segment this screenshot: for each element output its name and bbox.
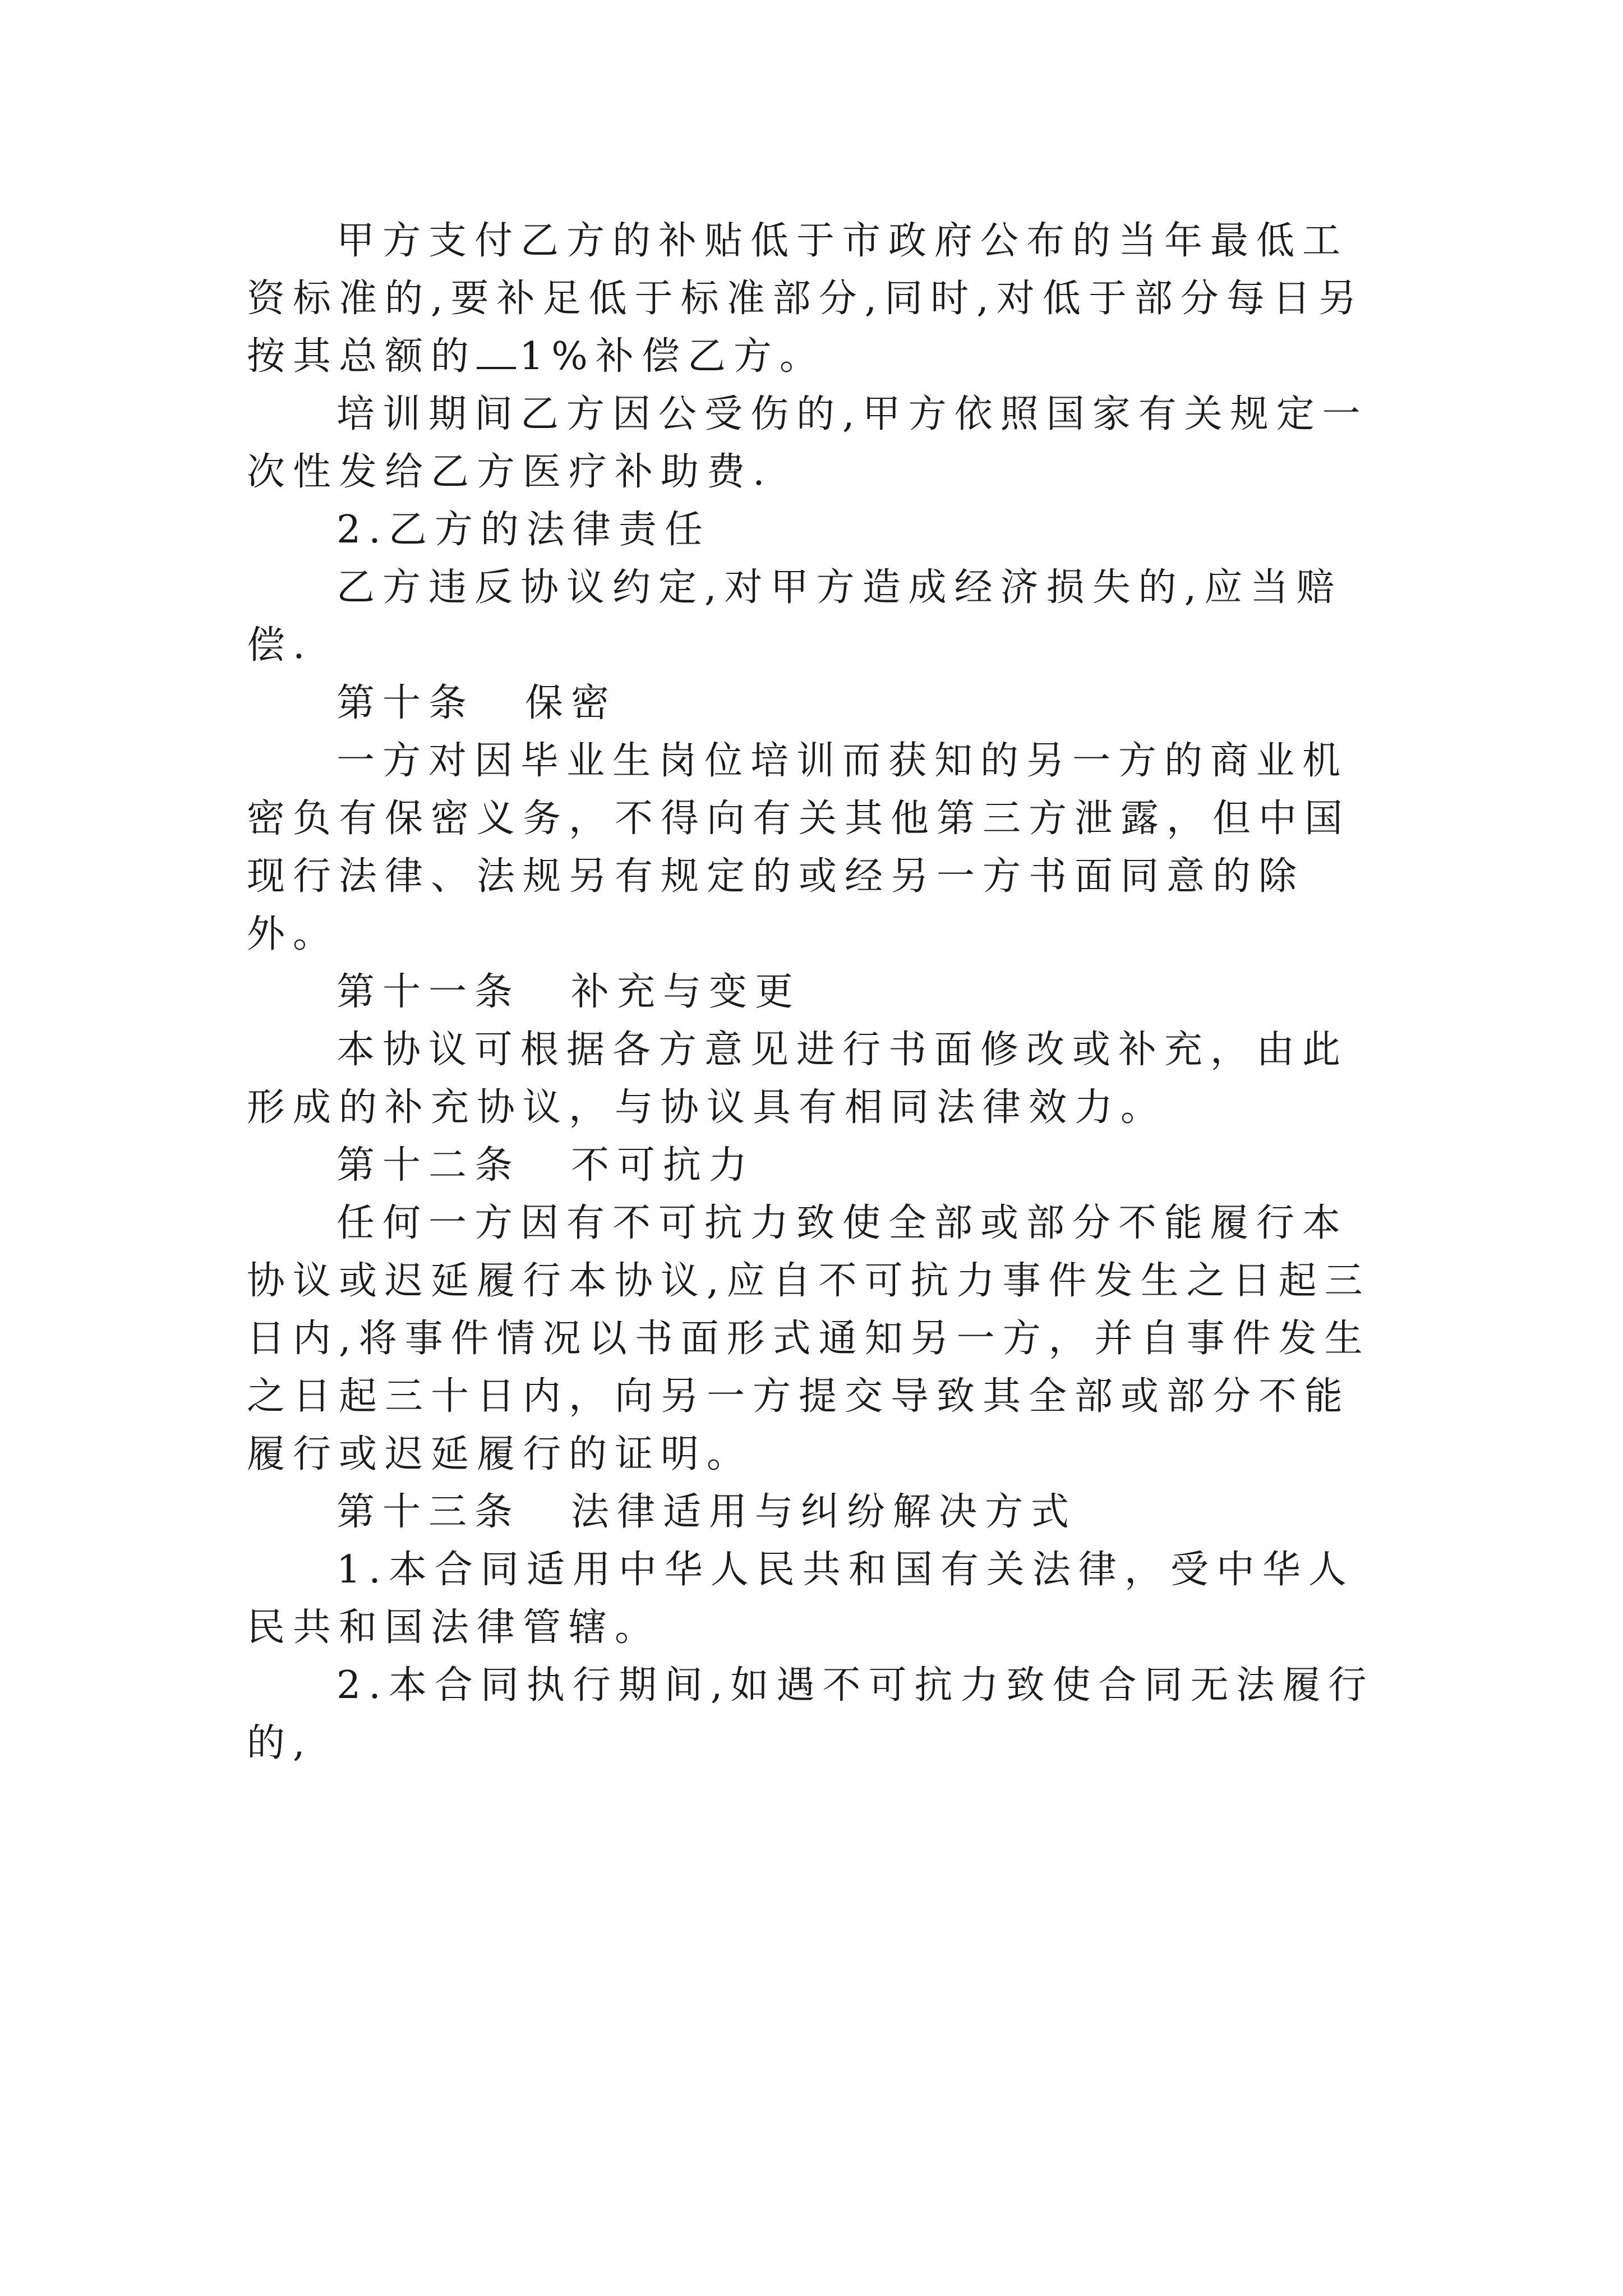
paragraph-contract-execution: 2.本合同执行期间,如遇不可抗力致使合同无法履行的, [247, 1663, 1375, 1765]
article-number: 第十一条 [336, 970, 521, 1014]
paragraph-force-majeure: 任何一方因有不可抗力致使全部或部分不能履行本协议或迟延履行本协议,应自不可抗力事件发生之日起三日内,将事件情况以书面形式通知另一方，并自事件发生之日起三十日内，向另一方提交导致其全部或部分不能履行或迟延履行的证明。 [247, 1201, 1371, 1476]
paragraph-subsidy [247, 212, 1385, 385]
article-number: 第十三条 [336, 1490, 521, 1534]
document-body [247, 212, 1385, 1772]
paragraph-confidentiality: 一方对因毕业生岗位培训而获知的另一方的商业机密负有保密义务，不得向有关其他第三方泄露，但中国现行法律、法规另有规定的或经另一方书面同意的除外。 [247, 739, 1351, 956]
article-title: 补充与变更 [571, 970, 801, 1014]
paragraph-amendment: 本协议可根据各方意见进行书面修改或补充，由此形成的补充协议，与协议具有相同法律效力。 [247, 1028, 1349, 1130]
paragraph-compensation: 乙方违反协议约定,对甲方造成经济损失的,应当赔偿. [247, 565, 1343, 668]
article-title: 不可抗力 [571, 1143, 755, 1188]
paragraph-governing-law: 1.本合同适用中华人民共和国有关法律，受中华人民共和国法律管辖。 [247, 1548, 1354, 1650]
subsidy-rate-text: 1%补偿乙方。 [519, 334, 826, 379]
article-13-heading [247, 1483, 1385, 1541]
article-number: 第十二条 [336, 1143, 521, 1188]
fill-in-blank [477, 333, 516, 369]
paragraph-injury: 培训期间乙方因公受伤的,甲方依照国家有关规定一次性发给乙方医疗补助费. [247, 392, 1368, 494]
article-title: 保密 [525, 681, 617, 725]
article-12-heading [247, 1137, 1385, 1194]
article-title: 法律适用与纠纷解决方式 [571, 1490, 1077, 1534]
article-10-heading [247, 674, 1385, 732]
subheading-party-b-liability: 2.乙方的法律责任 [336, 508, 711, 552]
subsidy-text: 甲方支付乙方的补贴低于市政府公布的当年最低工资标准的,要补足低于标准部分,同时,对低于部分每日另按其总额的 [247, 219, 1364, 379]
article-11-heading [247, 963, 1385, 1021]
article-number: 第十条 [336, 681, 475, 725]
